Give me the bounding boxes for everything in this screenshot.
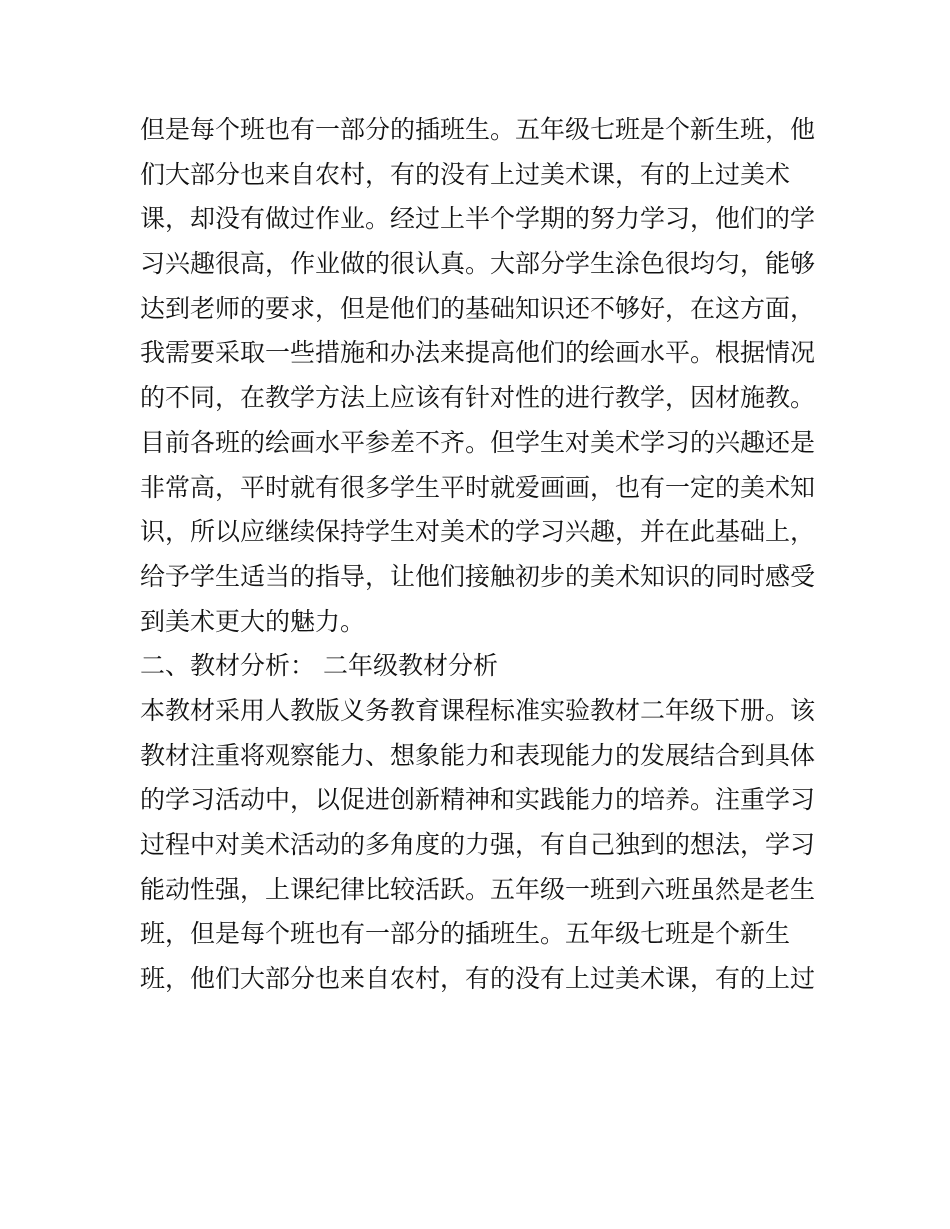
text-line: 的不同，在教学方法上应该有针对性的进行教学，因材施教。 xyxy=(140,383,816,413)
text-line: 但是每个班也有一部分的插班生。五年级七班是个新生班，他 xyxy=(140,115,816,144)
text-line: 非常高，平时就有很多学生平时就爱画画，也有一定的美术知 xyxy=(140,472,816,502)
text-line: 达到老师的要求，但是他们的基础知识还不够好，在这方面， xyxy=(140,293,816,323)
body-text xyxy=(140,108,820,1002)
text-line: 本教材采用人教版义务教育课程标准实验教材二年级下册。该 xyxy=(140,695,816,725)
text-line: 们大部分也来自农村，有的没有上过美术课，有的上过美术 xyxy=(140,159,791,189)
text-line: 班，但是每个班也有一部分的插班生。五年级七班是个新生 xyxy=(140,919,791,949)
text-line: 到美术更大的魅力。 xyxy=(140,606,366,636)
text-line: 教材注重将观察能力、想象能力和表现能力的发展结合到具体 xyxy=(140,740,816,770)
text-line: 的学习活动中，以促进创新精神和实践能力的培养。注重学习 xyxy=(140,785,816,815)
text-line: 能动性强，上课纪律比较活跃。五年级一班到六班虽然是老生 xyxy=(140,874,816,904)
text-line: 目前各班的绘画水平参差不齐。但学生对美术学习的兴趣还是 xyxy=(140,427,816,457)
text-line: 习兴趣很高，作业做的很认真。大部分学生涂色很均匀，能够 xyxy=(140,249,816,279)
text-line: 给予学生适当的指导，让他们接触初步的美术知识的同时感受 xyxy=(140,561,816,591)
text-line: 班，他们大部分也来自农村，有的没有上过美术课，有的上过 xyxy=(140,964,816,994)
text-line: 我需要采取一些措施和办法来提高他们的绘画水平。根据情况 xyxy=(140,338,816,368)
text-line: 课，却没有做过作业。经过上半个学期的努力学习，他们的学 xyxy=(140,204,816,234)
text-line: 过程中对美术活动的多角度的力强，有自己独到的想法，学习 xyxy=(140,830,816,859)
text-line: 识，所以应继续保持学生对美术的学习兴趣，并在此基础上， xyxy=(140,517,816,547)
section-heading: 二、教材分析： 二年级教材分析 xyxy=(140,651,498,681)
